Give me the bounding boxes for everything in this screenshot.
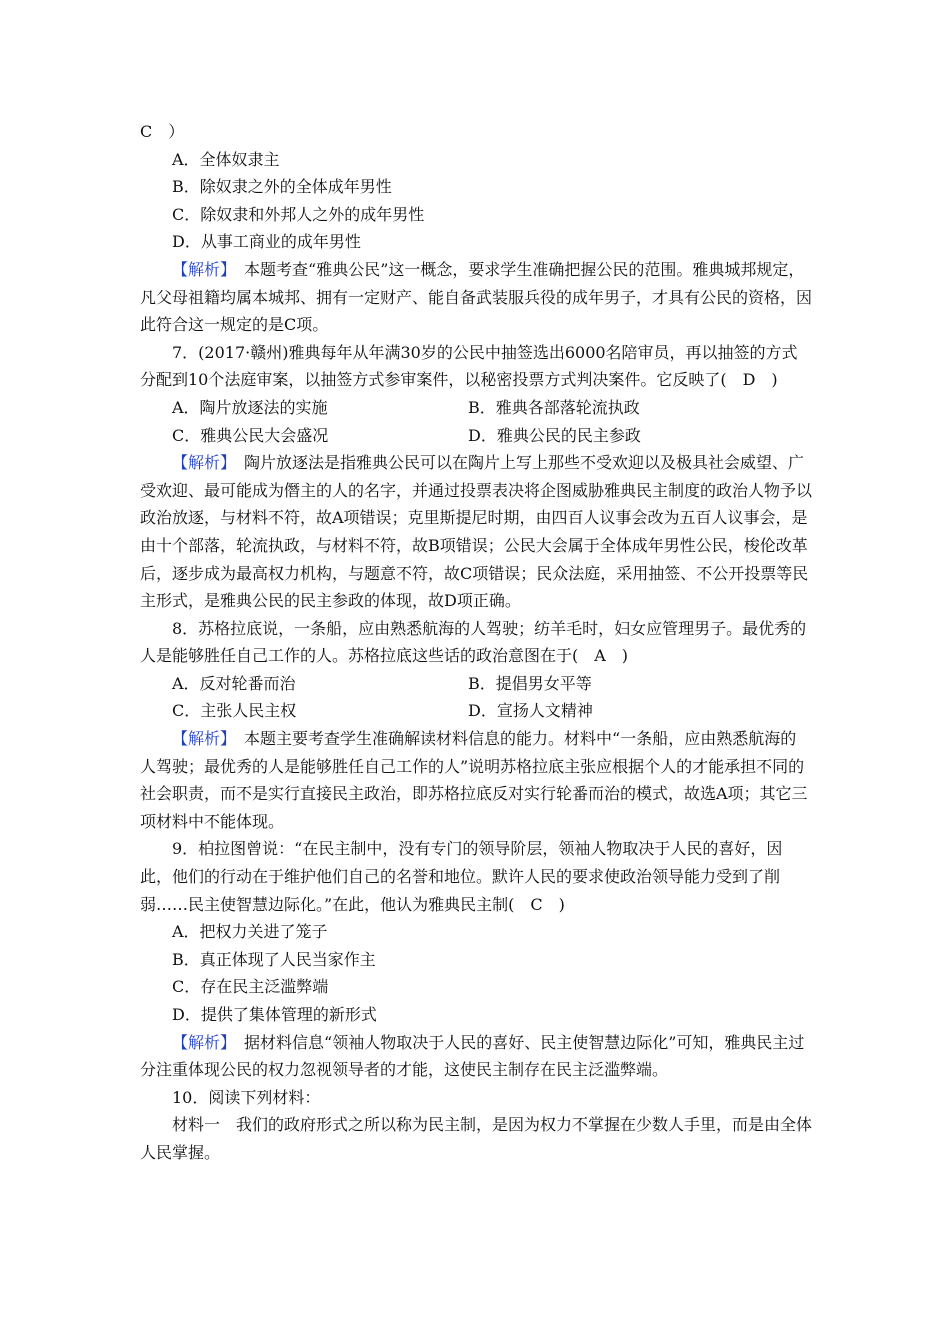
- q8-stem: 8．苏格拉底说，一条船，应由熟悉航海的人驾驶；纺羊毛时，妇女应管理男子。最优秀的人是能够胜任自己工作的人。苏格拉底这些话的政治意图在于( A ): [140, 618, 807, 666]
- q8-options-row-1: [140, 670, 812, 698]
- q7-analysis-text: 陶片放逐法是指雅典公民可以在陶片上写上那些不受欢迎以及极具社会威望、广受欢迎、最可能成为僭主的人的名字，并通过投票表决将企图威胁雅典民主制度的政治人物予以政治放逐，与材料不符，故A项错误；克里斯提尼时期，由四百人议事会改为五百人议事会，是由十个部落，轮流执政，与材料不符，故B项错误；公民大会属于全体成年男性公民，梭伦改革后，逐步成为最高权力机构，与题意不符，故C项错误；民众法庭，采用抽签、不公开投票等民主形式，是雅典公民的民主参政的体现，故D项正确。: [140, 453, 813, 611]
- q9-option-a: A．把权力关进了笼子: [172, 922, 328, 942]
- q8-option-a: A．反对轮番而治: [172, 673, 296, 693]
- q9-option-d: D．提供了集体管理的新形式: [172, 1005, 377, 1024]
- analysis-tag: 【解析】: [172, 453, 229, 473]
- q10-material-1: 材料一 我们的政府形式之所以称为民主制，是因为权力不掌握在少数人手里，而是由全体人民掌握。: [140, 1115, 813, 1162]
- q6-analysis-text: 本题考查“雅典公民”这一概念，要求学生准确把握公民的范围。雅典城邦规定，凡父母祖籍均属本城邦、拥有一定财产、能自备武装服兵役的成年男子，才具有公民的资格，因此符合这一规定的是C项。: [140, 259, 813, 335]
- q7-options-row-2: [140, 422, 812, 450]
- q9-analysis: [140, 1029, 812, 1084]
- q6-option-a: A．全体奴隶主: [172, 149, 280, 169]
- q6-option-c: C．除奴隶和外邦人之外的成年男性: [172, 204, 425, 224]
- q8-analysis: [140, 725, 812, 835]
- q9-stem: 9．柏拉图曾说：“在民主制中，没有专门的领导阶层，领袖人物取决于人民的喜好，因此，他们的行动在于维护他们自己的名誉和地位。默许人民的要求使政治领导能力受到了削弱……民主使智慧边际化。”在此，他认为雅典民主制( C ): [140, 839, 783, 914]
- q8-option-b: B．提倡男女平等: [468, 673, 592, 693]
- q6-option-d: D．从事工商业的成年男性: [172, 232, 361, 252]
- q7-analysis: [140, 449, 812, 615]
- q9-option-b: B．真正体现了人民当家作主: [172, 949, 376, 969]
- q8-option-c: C．主张人民主权: [172, 701, 297, 721]
- q8-analysis-text: 本题主要考查学生准确解读材料信息的能力。材料中“一条船，应由熟悉航海的人驾驶；最优秀的人是能够胜任自己工作的人”说明苏格拉底主张应根据个人的才能承担不同的社会职责，而不是实行直接民主政治，即苏格拉底反对实行轮番而治的模式，故选A项；其它三项材料中不能体现。: [140, 729, 808, 831]
- q7-option-c: C．雅典公民大会盛况: [172, 425, 329, 445]
- q7-option-b: B．雅典各部落轮流执政: [468, 397, 640, 417]
- q8-option-d: D．宣扬人文精神: [468, 701, 593, 721]
- analysis-tag: 【解析】: [172, 729, 229, 749]
- q7-option-d: D．雅典公民的民主参政: [468, 425, 641, 445]
- q7-option-a: A．陶片放逐法的实施: [172, 397, 328, 417]
- analysis-tag: 【解析】: [172, 1032, 229, 1052]
- q10-stem: 10．阅读下列材料：: [172, 1087, 321, 1107]
- q7-stem: 7．(2017·赣州)雅典每年从年满30岁的公民中抽签选出6000名陪审员，再以抽签的方式分配到10个法庭审案，以抽签方式参审案件，以秘密投票方式判决案件。它反映了( D ): [140, 342, 798, 390]
- q6-option-b: B．除奴隶之外的全体成年男性: [172, 177, 392, 197]
- analysis-tag: 【解析】: [172, 259, 229, 279]
- q6-answer-tail: C ）: [140, 122, 185, 141]
- document-page: [140, 118, 812, 1167]
- q6-analysis: [140, 256, 812, 339]
- q9-analysis-text: 据材料信息“领袖人物取决于人民的喜好、民主使智慧边际化”可知，雅典民主过分注重体现公民的权力忽视领导者的才能，这使民主制存在民主泛滥弊端。: [140, 1032, 805, 1080]
- q9-option-c: C．存在民主泛滥弊端: [172, 977, 329, 997]
- q7-options-row-1: [140, 394, 812, 422]
- q8-options-row-2: [140, 697, 812, 725]
